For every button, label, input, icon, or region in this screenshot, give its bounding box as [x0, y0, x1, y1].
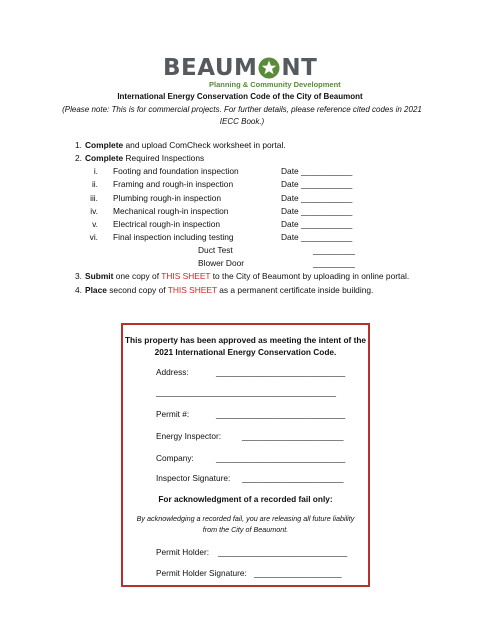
- permit-label: Permit #:: [156, 409, 190, 419]
- inspection-label: Framing and rough-in inspection: [113, 179, 234, 189]
- step-2: [85, 153, 204, 164]
- step-2-verb: Complete: [85, 153, 124, 163]
- inspection-label: Final inspection including testing: [113, 232, 234, 242]
- step-1-verb: Complete: [85, 140, 124, 150]
- step-1-text: and upload ComCheck worksheet in portal.: [123, 140, 286, 150]
- logo-text-pre: BEAUM: [163, 55, 258, 81]
- address-field[interactable]: ____________________________: [216, 367, 346, 377]
- certificate-heading: This property has been approved as meeting the intent of the 2021 International Energy Conservation Code.: [124, 335, 367, 357]
- step-2-number: 2.: [75, 153, 82, 163]
- blower-door-field[interactable]: _________: [313, 258, 355, 268]
- inspector-signature-label: Inspector Signature:: [156, 473, 231, 483]
- step-1: [85, 140, 286, 151]
- step-3: [85, 271, 409, 282]
- beaumont-logo: [163, 55, 341, 96]
- permit-holder-signature-label: Permit Holder Signature:: [156, 568, 247, 578]
- permit-field[interactable]: ____________________________: [216, 409, 346, 419]
- blower-door-label: Blower Door: [198, 258, 245, 268]
- step-1-number: 1.: [75, 140, 82, 150]
- permit-holder-field[interactable]: ____________________________: [218, 547, 348, 557]
- inspection-date-field[interactable]: Date ___________: [281, 232, 353, 242]
- address-label: Address:: [156, 367, 189, 377]
- duct-test-field[interactable]: _________: [313, 245, 355, 255]
- energy-inspector-field[interactable]: ______________________: [242, 431, 344, 441]
- step-3-pre: one copy of: [113, 271, 162, 281]
- approval-certificate: [121, 323, 370, 587]
- inspection-label: Plumbing rough-in inspection: [113, 193, 222, 203]
- fail-acknowledgment-heading: For acknowledgment of a recorded fail only:: [158, 494, 333, 504]
- step-4-highlight: THIS SHEET: [167, 285, 217, 295]
- commercial-note: (Please note: This is for commercial projects. For further details, please reference cited codes in 2021 IECC Book.): [62, 105, 422, 126]
- energy-inspector-label: Energy Inspector:: [156, 431, 222, 441]
- step-3-number: 3.: [75, 271, 82, 281]
- company-label: Company:: [156, 453, 194, 463]
- step-4-verb: Place: [85, 285, 107, 295]
- inspection-date-field[interactable]: Date ___________: [281, 193, 353, 203]
- inspection-date-field[interactable]: Date ___________: [281, 206, 353, 216]
- logo-wordmark: [163, 56, 317, 80]
- address-field-line-2[interactable]: _______________________________________: [156, 387, 336, 397]
- fail-acknowledgment-note: By acknowledging a recorded fail, you are releasing all future liability from the City of Beaumont.: [136, 514, 355, 534]
- permit-holder-label: Permit Holder:: [156, 547, 210, 557]
- inspection-date-field[interactable]: Date ___________: [281, 179, 353, 189]
- inspection-date-field[interactable]: Date ___________: [281, 166, 353, 176]
- logo-subtitle: Planning & Community Development: [209, 80, 341, 89]
- permit-holder-signature-field[interactable]: ___________________: [254, 568, 342, 578]
- inspector-signature-field[interactable]: ______________________: [242, 473, 344, 483]
- inspection-label: Electrical rough-in inspection: [113, 219, 221, 229]
- inspection-number: i.: [93, 166, 98, 176]
- document-title: International Energy Conservation Code of the City of Beaumont: [117, 92, 363, 101]
- step-4-number: 4.: [75, 285, 82, 295]
- step-3-verb: Submit: [85, 271, 114, 281]
- inspection-number: iii.: [90, 193, 98, 203]
- logo-text-post: NT: [281, 55, 318, 81]
- star-icon: [258, 57, 280, 79]
- step-4-pre: second copy of: [106, 285, 168, 295]
- company-field[interactable]: ____________________________: [216, 453, 346, 463]
- duct-test-label: Duct Test: [198, 245, 233, 255]
- inspection-label: Footing and foundation inspection: [113, 166, 239, 176]
- step-3-post: to the City of Beaumont by uploading in online portal.: [210, 271, 410, 281]
- inspection-date-field[interactable]: Date ___________: [281, 219, 353, 229]
- inspection-number: iv.: [90, 206, 98, 216]
- step-2-text: Required Inspections: [123, 153, 205, 163]
- inspection-number: vi.: [89, 232, 98, 242]
- inspection-label: Mechanical rough-in inspection: [113, 206, 229, 216]
- step-3-highlight: THIS SHEET: [161, 271, 211, 281]
- inspection-number: v.: [92, 219, 98, 229]
- inspection-number: ii.: [91, 179, 98, 189]
- step-4-post: as a permanent certificate inside building.: [216, 285, 374, 295]
- step-4: [85, 285, 373, 296]
